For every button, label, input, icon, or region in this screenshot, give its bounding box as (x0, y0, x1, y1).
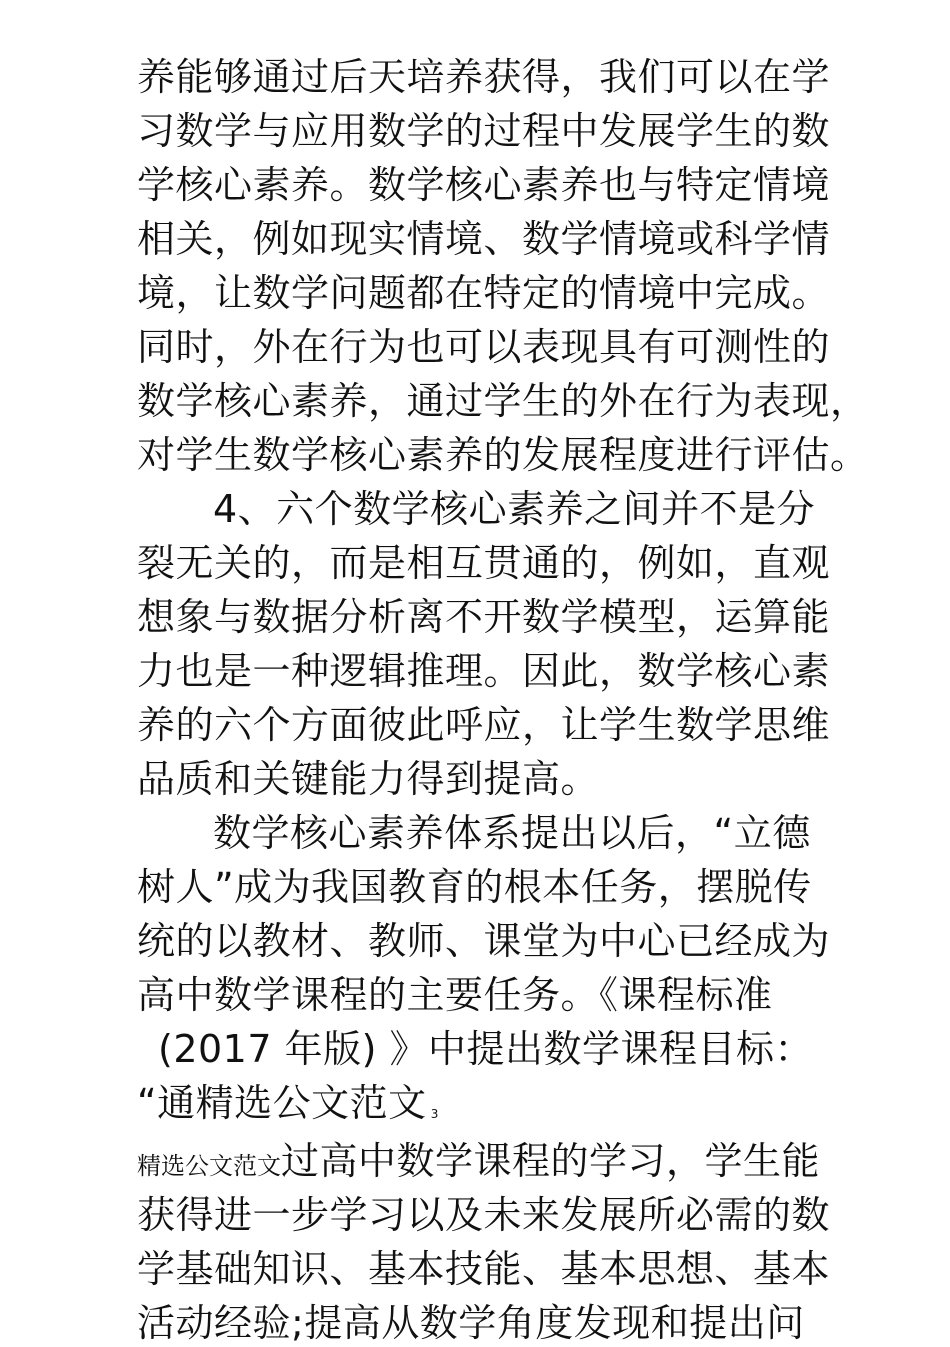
paragraph-start: 4、六个数学核心素养之间并不是分 (213, 487, 816, 531)
text-line: 力也是一种逻辑推理。因此，数学核心素 (137, 649, 831, 693)
text-line: 品质和关键能力得到提高。 (137, 757, 600, 801)
text-line: 活动经验;提高从数学角度发现和提出问 (137, 1301, 805, 1345)
text-fragment: “通精选公文范文 (137, 1081, 427, 1125)
text-line: 数学核心素养，通过学生的外在行为表现， (137, 379, 869, 423)
text-line: 养的六个方面彼此呼应，让学生数学思维 (137, 703, 831, 747)
text-fragment: 过高中数学课程的学习，学生能 (281, 1139, 821, 1183)
running-header: 精选公文范文 (137, 1152, 281, 1180)
text-line: 树人”成为我国教育的根本任务，摆脱传 (137, 865, 812, 909)
page-marker: 3 (430, 1107, 439, 1121)
text-line: 养能够通过后天培养获得，我们可以在学 (137, 55, 831, 99)
text-line: 对学生数学核心素养的发展程度进行评估。 (137, 433, 869, 477)
text-line: 统的以教材、教师、课堂为中心已经成为 (137, 919, 831, 963)
text-line: 高中数学课程的主要任务。《课程标准 (137, 973, 773, 1017)
text-line: 境，让数学问题都在特定的情境中完成。 (137, 271, 831, 315)
text-line: 学基础知识、基本技能、基本思想、基本 (137, 1247, 831, 1291)
text-line: 裂无关的，而是相互贯通的，例如，直观 (137, 541, 831, 585)
text-line: 相关，例如现实情境、数学情境或科学情 (137, 217, 831, 261)
text-line: 想象与数据分析离不开数学模型，运算能 (137, 595, 831, 639)
text-line (137, 1137, 820, 1185)
text-line: 获得进一步学习以及未来发展所必需的数 (137, 1193, 831, 1237)
text-line: 同时，外在行为也可以表现具有可测性的 (137, 325, 831, 369)
text-line: 习数学与应用数学的过程中发展学生的数 (137, 109, 831, 153)
text-line: 学核心素养。数学核心素养也与特定情境 (137, 163, 831, 207)
text-line (137, 1079, 439, 1127)
text-line: (2017 年版) 》中提出数学课程目标： (158, 1027, 814, 1071)
paragraph-start: 数学核心素养体系提出以后，“立德 (213, 811, 811, 855)
